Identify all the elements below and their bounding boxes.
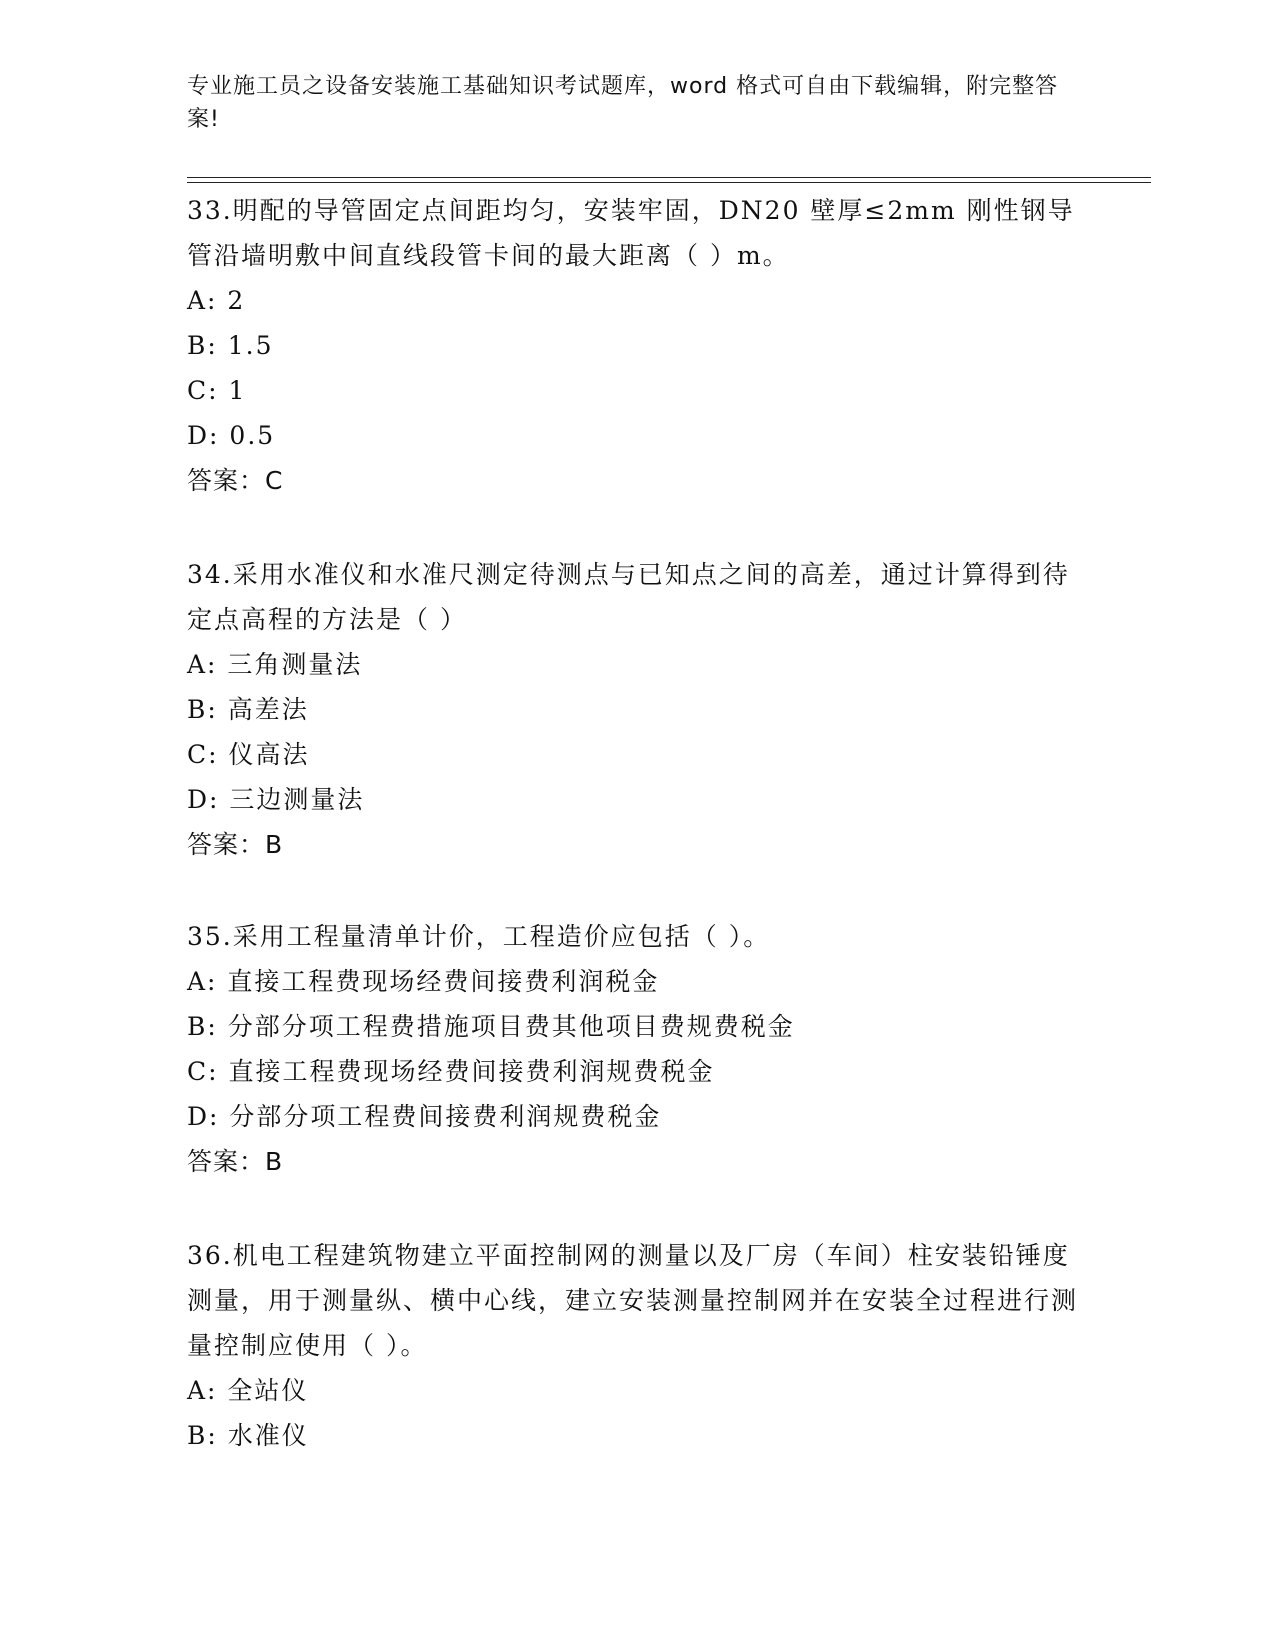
question-stem: 33.明配的导管固定点间距均匀，安装牢固，DN20 壁厚≤2mm 刚性钢导管沿墙明敷中间直线段管卡间的最大距离（ ）m。: [187, 196, 1075, 270]
option-b: B: 水准仪: [187, 1421, 309, 1450]
option-d: D: 三边测量法: [187, 785, 365, 814]
option-c: C: 直接工程费现场经费间接费利润规费税金: [187, 1057, 715, 1086]
option-b: B: 分部分项工程费措施项目费其他项目费规费税金: [187, 1012, 795, 1041]
answer: 答案：B: [187, 830, 284, 859]
answer: 答案：C: [187, 466, 284, 495]
question-35: [187, 914, 1087, 1184]
question-stem: 34.采用水准仪和水准尺测定待测点与已知点之间的高差，通过计算得到待定点高程的方法是（ ）: [187, 560, 1070, 634]
question-36: [187, 1233, 1087, 1458]
option-a: A: 全站仪: [187, 1376, 309, 1405]
option-c: C: 1: [187, 376, 247, 405]
question-stem: 36.机电工程建筑物建立平面控制网的测量以及厂房（车间）柱安装铅锤度测量，用于测量纵、横中心线，建立安装测量控制网并在安装全过程进行测量控制应使用（ ）。: [187, 1241, 1079, 1360]
question-33: [187, 188, 1087, 503]
header-divider-top: [187, 177, 1151, 178]
question-34: [187, 552, 1087, 867]
document-header: 专业施工员之设备安装施工基础知识考试题库，word 格式可自由下载编辑，附完整答案!: [187, 74, 1059, 132]
option-b: B: 1.5: [187, 331, 274, 360]
question-stem: 35.采用工程量清单计价，工程造价应包括（ ）。: [187, 922, 771, 951]
option-b: B: 高差法: [187, 695, 309, 724]
option-d: D: 分部分项工程费间接费利润规费税金: [187, 1102, 662, 1131]
answer: 答案：B: [187, 1147, 284, 1176]
option-a: A: 2: [187, 286, 246, 315]
header-divider-bottom: [187, 182, 1151, 183]
option-a: A: 直接工程费现场经费间接费利润税金: [187, 967, 660, 996]
option-d: D: 0.5: [187, 421, 276, 450]
option-a: A: 三角测量法: [187, 650, 363, 679]
option-c: C: 仪高法: [187, 740, 310, 769]
